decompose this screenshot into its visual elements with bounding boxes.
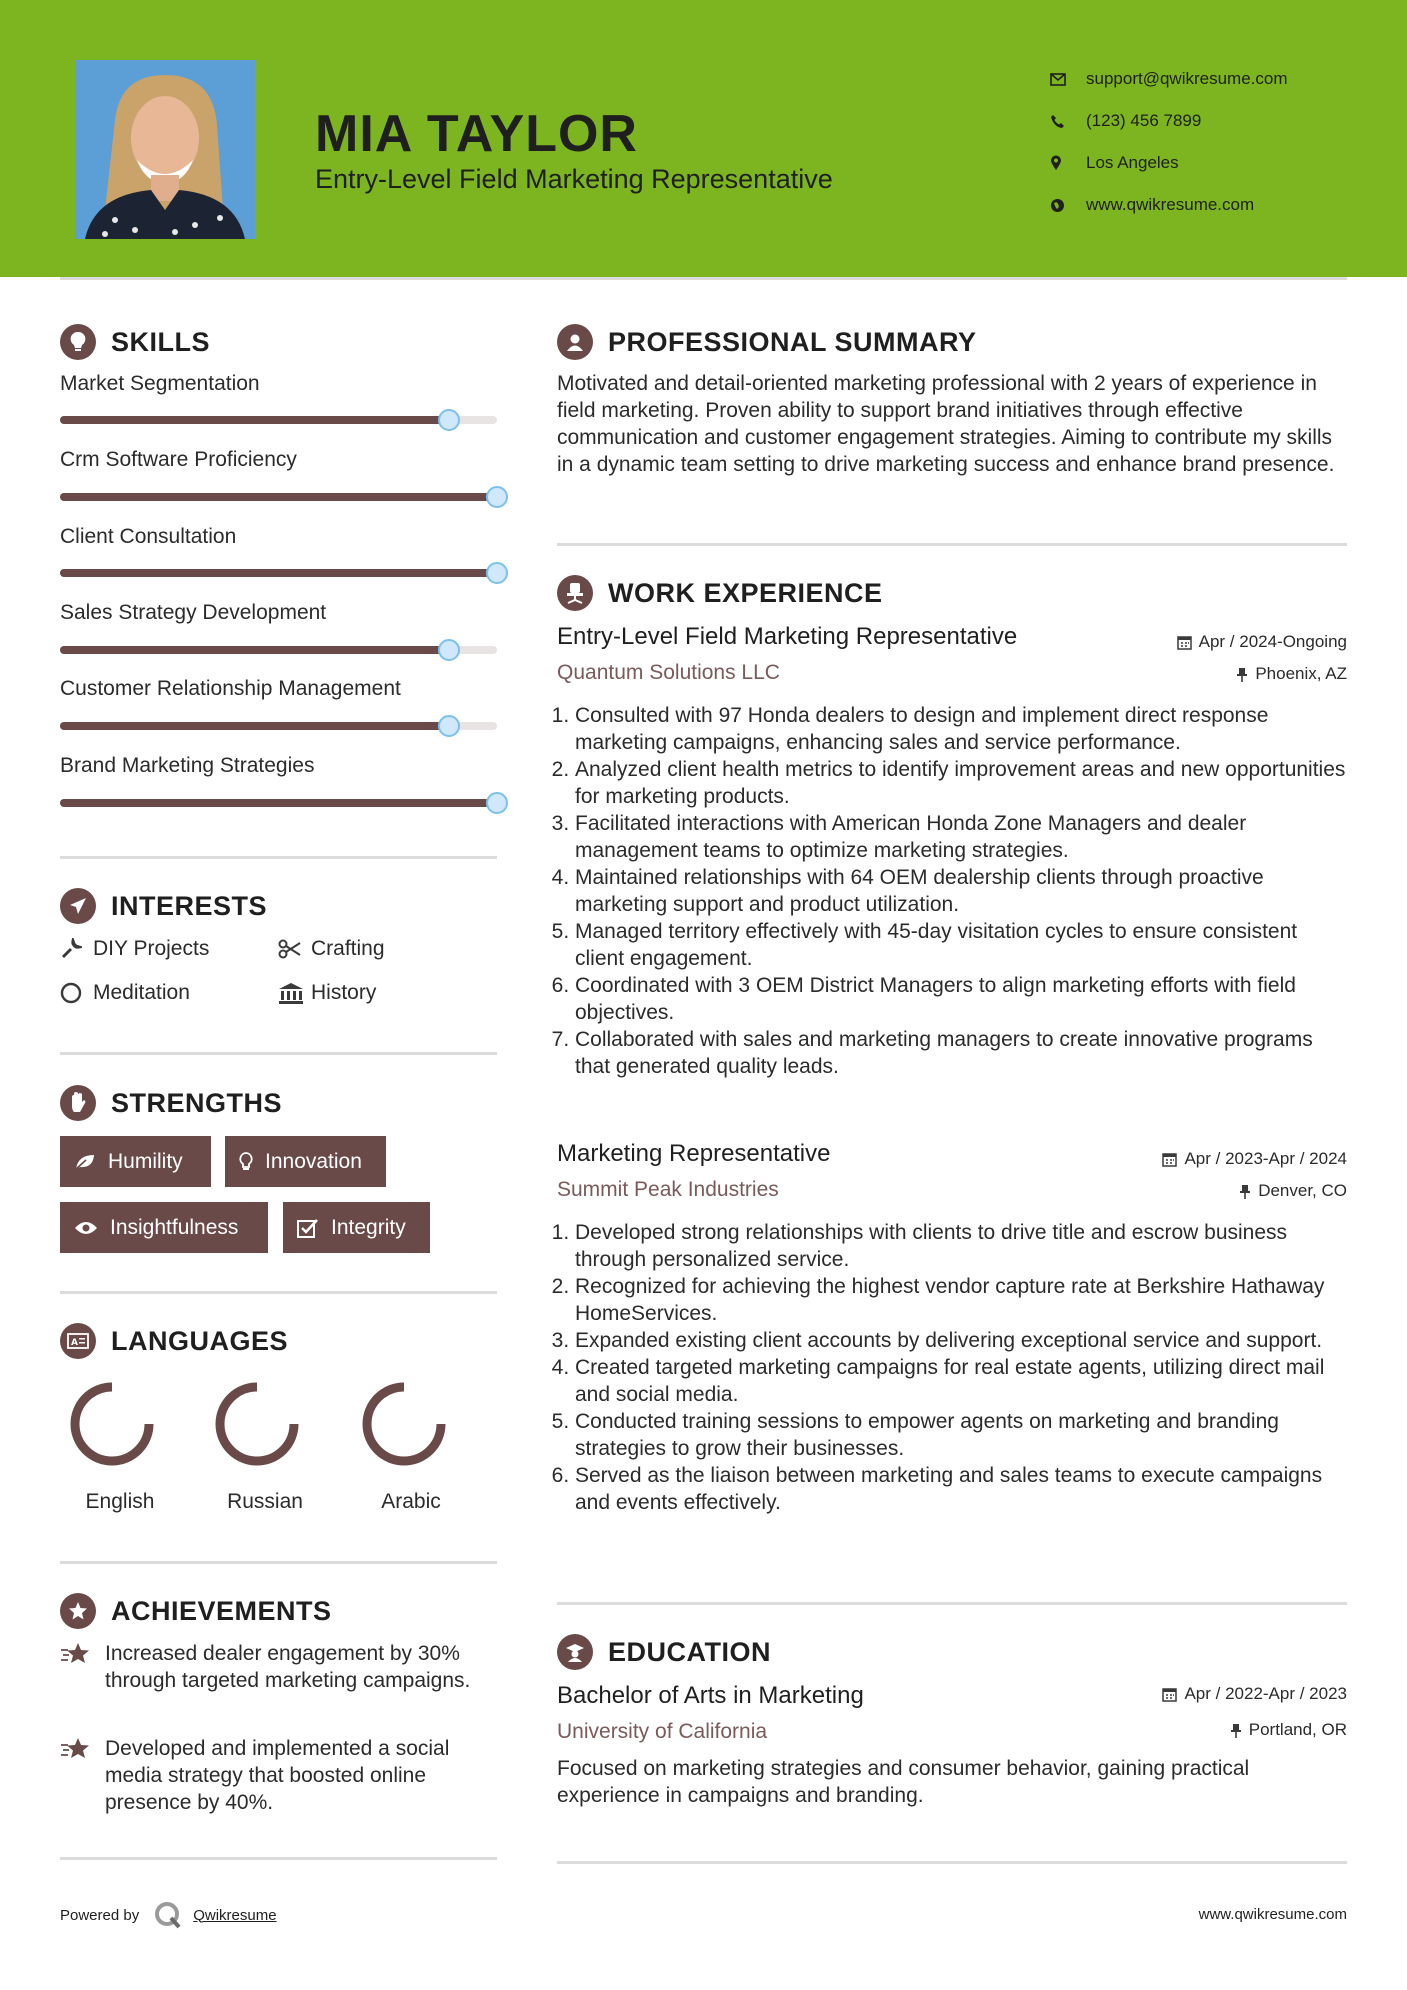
skill-bar (60, 416, 497, 424)
company-name: Quantum Solutions LLC (557, 661, 780, 684)
leaf-icon (74, 1153, 96, 1171)
job-bullets (557, 702, 1347, 1080)
languages-heading: A LANGUAGES (60, 1323, 288, 1359)
job-bullet: 3. Expanded existing client accounts by delivering exceptional service and support. (575, 1327, 1347, 1354)
job-dates: Apr / 2023-Apr / 2024 (1162, 1149, 1347, 1169)
email-icon (1050, 73, 1086, 86)
skill-bar (60, 493, 497, 501)
skill-bar-knob (486, 562, 508, 584)
skill-bar (60, 646, 497, 654)
job-location: Denver, CO (1239, 1181, 1347, 1201)
job-bullet: 5. Managed territory effectively with 45-day visitation cycles to ensure consistent client engagement. (575, 918, 1347, 972)
lightbulb-icon (60, 324, 96, 360)
skill-label: Brand Marketing Strategies (60, 754, 315, 777)
strength-chip: Insightfulness (60, 1202, 268, 1253)
profile-photo (75, 60, 255, 239)
graduate-icon (557, 1634, 593, 1670)
svg-text:A: A (71, 1338, 79, 1348)
language-ring-arc (367, 1387, 441, 1461)
job-dates: Apr / 2024-Ongoing (1177, 632, 1347, 652)
office-chair-icon (557, 575, 593, 611)
footer-website[interactable]: www.qwikresume.com (1198, 1906, 1347, 1923)
summary-text: Motivated and detail-oriented marketing professional with 2 years of experience in field marketing. Proven ability to support brand initiatives through effective communication and customer engagement strategies. Aiming to contribute my skills in a dynamic team setting to drive marketing success and enhance brand presence. (557, 372, 1335, 476)
calendar-icon (1177, 635, 1192, 650)
skill-label: Market Segmentation (60, 372, 260, 395)
star-badge-icon (60, 1593, 96, 1629)
checkbox-icon (297, 1218, 319, 1238)
user-icon (557, 324, 593, 360)
calendar-icon (1162, 1687, 1177, 1702)
education-heading: EDUCATION (557, 1634, 771, 1670)
strength-chip: Integrity (283, 1202, 430, 1253)
skill-bar-fill (60, 799, 497, 807)
section-divider (60, 1291, 497, 1294)
circle-icon (60, 982, 93, 1004)
skill-bar-knob (486, 486, 508, 508)
candidate-role: Entry-Level Field Marketing Representative (315, 164, 833, 194)
paper-plane-icon (60, 888, 96, 924)
contact-list (1050, 58, 1288, 226)
lightbulb-icon (239, 1152, 253, 1172)
location-icon (1050, 155, 1086, 171)
school-name: University of California (557, 1720, 768, 1743)
skill-bar-knob (486, 792, 508, 814)
skill-bar-fill (60, 569, 497, 577)
language-ring-arc (75, 1387, 149, 1461)
candidate-name: MIA TAYLOR (315, 105, 638, 163)
skill-bar (60, 722, 497, 730)
job-bullet: 1. Consulted with 97 Honda dealers to design and implement direct response marketing campaigns, enhancing sales and service performance. (575, 702, 1347, 756)
education-location: Portland, OR (1230, 1720, 1347, 1740)
language-ring (361, 1381, 447, 1467)
skill-bar (60, 799, 497, 807)
strength-chip: Innovation (225, 1136, 386, 1187)
education-description: Focused on marketing strategies and consumer behavior, gaining practical experience in campaigns and branding. (557, 1757, 1250, 1807)
skill-label: Client Consultation (60, 525, 237, 548)
job-bullet: 7. Collaborated with sales and marketing managers to create innovative programs that generated quality leads. (575, 1026, 1347, 1080)
eye-icon (74, 1220, 98, 1236)
language-ring (214, 1381, 300, 1467)
skill-bar-fill (60, 646, 449, 654)
job-bullet: 6. Served as the liaison between marketing and sales teams to execute campaigns and events effectively. (575, 1462, 1347, 1516)
skill-bar-knob (438, 409, 460, 431)
language-ring (69, 1381, 155, 1467)
interests-heading: INTERESTS (60, 888, 267, 924)
language-label: Arabic (381, 1490, 441, 1513)
contact-website[interactable]: www.qwikresume.com (1050, 184, 1288, 226)
section-divider (557, 543, 1347, 546)
strength-chip: Humility (60, 1136, 211, 1187)
skills-heading: SKILLS (60, 324, 210, 360)
star-icon (60, 1640, 105, 1694)
job-bullet: 6. Coordinated with 3 OEM District Managers to align marketing efforts with field objectives. (575, 972, 1347, 1026)
job-location: Phoenix, AZ (1236, 664, 1347, 684)
contact-phone[interactable]: (123) 456 7899 (1050, 100, 1288, 142)
museum-icon (278, 982, 311, 1004)
calendar-icon (1162, 1152, 1177, 1167)
job-bullet: 2. Analyzed client health metrics to identify improvement areas and new opportunities for marketing products. (575, 756, 1347, 810)
phone-icon (1050, 114, 1086, 129)
job-bullets (557, 1219, 1347, 1516)
section-divider (60, 1052, 497, 1055)
pin-icon (1239, 1184, 1251, 1199)
pin-icon (1230, 1723, 1242, 1738)
skill-bar-fill (60, 416, 449, 424)
job-title: Entry-Level Field Marketing Representative (557, 623, 1018, 650)
footer-powered-by: Powered by Qwikresume (60, 1900, 277, 1930)
job-bullet: 1. Developed strong relationships with clients to drive title and escrow business through personalized service. (575, 1219, 1347, 1273)
language-ring-arc (220, 1387, 294, 1461)
skill-label: Customer Relationship Management (60, 677, 401, 700)
qwikresume-logo-icon (153, 1900, 183, 1930)
job-bullet: 3. Facilitated interactions with American Honda Zone Managers and dealer management teams to optimize marketing strategies. (575, 810, 1347, 864)
achievement-item: Developed and implemented a social media strategy that boosted online presence by 40%. (60, 1735, 500, 1816)
section-divider (60, 1857, 497, 1860)
resume-header (0, 0, 1407, 277)
job-bullet: 4. Maintained relationships with 64 OEM dealership clients through proactive marketing support and product utilization. (575, 864, 1347, 918)
language-card-icon (60, 1323, 96, 1359)
language-label: Russian (227, 1490, 303, 1513)
globe-icon (1050, 198, 1086, 213)
achievements-heading: ACHIEVEMENTS (60, 1593, 332, 1629)
star-icon (60, 1735, 105, 1816)
footer-brand-link[interactable]: Qwikresume (193, 1906, 277, 1924)
interest-item: Crafting (278, 937, 385, 961)
degree-title: Bachelor of Arts in Marketing (557, 1682, 864, 1709)
language-label: English (85, 1490, 155, 1513)
interest-item: DIY Projects (60, 937, 209, 961)
contact-location: Los Angeles (1050, 142, 1288, 184)
section-divider (60, 856, 497, 859)
contact-email[interactable]: support@qwikresume.com (1050, 58, 1288, 100)
section-divider (60, 1561, 497, 1564)
skill-bar-knob (438, 715, 460, 737)
job-bullet: 5. Conducted training sessions to empower agents on marketing and branding strategies to grow their businesses. (575, 1408, 1347, 1462)
skill-bar-knob (438, 639, 460, 661)
skill-label: Crm Software Proficiency (60, 448, 297, 471)
skill-label: Sales Strategy Development (60, 601, 327, 624)
job-bullet: 4. Created targeted marketing campaigns for real estate agents, utilizing direct mail and social media. (575, 1354, 1347, 1408)
job-title: Marketing Representative (557, 1140, 831, 1167)
skill-bar-fill (60, 493, 497, 501)
company-name: Summit Peak Industries (557, 1178, 779, 1201)
skill-bar (60, 569, 497, 577)
summary-heading: PROFESSIONAL SUMMARY (557, 324, 977, 360)
achievement-item: Increased dealer engagement by 30% through targeted marketing campaigns. (60, 1640, 500, 1694)
skill-bar-fill (60, 722, 449, 730)
interest-item: Meditation (60, 981, 190, 1005)
section-divider (557, 1602, 1347, 1605)
interest-item: History (278, 981, 376, 1005)
header-divider (60, 277, 1347, 280)
experience-heading: WORK EXPERIENCE (557, 575, 883, 611)
hand-icon (60, 1085, 96, 1121)
education-dates: Apr / 2022-Apr / 2023 (1162, 1684, 1347, 1704)
pin-icon (1236, 667, 1248, 682)
strengths-heading: STRENGTHS (60, 1085, 282, 1121)
section-divider (557, 1861, 1347, 1864)
job-bullet: 2. Recognized for achieving the highest vendor capture rate at Berkshire Hathaway HomeServices. (575, 1273, 1347, 1327)
scissors-icon (278, 939, 311, 959)
wrench-icon (60, 938, 93, 960)
